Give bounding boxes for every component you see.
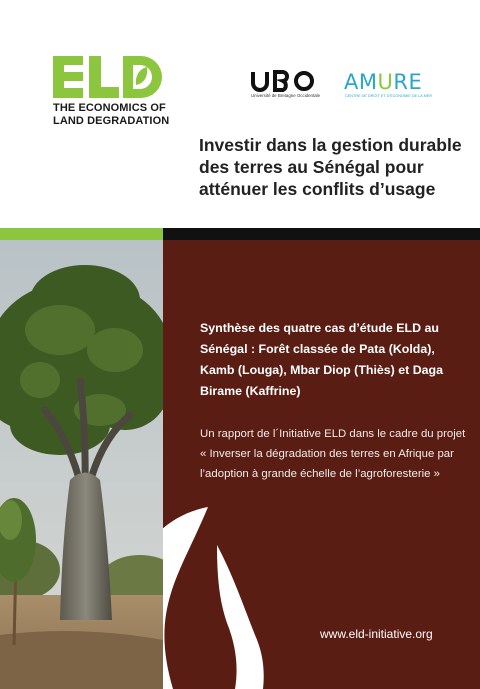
- ubo-subtitle: Université de Bretagne Occidentale: [251, 93, 321, 98]
- report-subtitle: Synthèse des quatre cas d’étude ELD au Sénégal : Forêt classée de Pata (Kolda), Kamb (Louga), Mbar Diop (Thiès) et Daga Birame (Kaffrine): [200, 321, 444, 398]
- website-link[interactable]: www.eld-initiative.org: [320, 627, 433, 641]
- ubo-logo: [250, 70, 320, 104]
- eld-tagline-line-1: THE ECONOMICS OF: [53, 102, 166, 114]
- sprout-leaf-icon: [163, 505, 273, 689]
- green-accent-bar: [0, 228, 163, 240]
- ubo-mark-logo: [250, 70, 316, 92]
- amure-logo: [344, 70, 444, 104]
- eld-tagline: [53, 102, 193, 128]
- brown-content-panel: [163, 240, 480, 689]
- report-title: Investir dans la gestion durable des terres au Sénégal pour atténuer les conflits d’usage: [199, 135, 462, 199]
- amure-subtitle: CENTRE DE DROIT ET D'ÉCONOMIE DE LA MER: [345, 94, 433, 98]
- eld-letters-logo: [53, 56, 165, 98]
- eld-logo: [53, 56, 193, 131]
- dark-accent-bar: [163, 228, 480, 240]
- baobab-tree-photo: [0, 240, 163, 689]
- cover-header: [0, 0, 480, 228]
- amure-wordmark: AMURE: [344, 70, 423, 94]
- eld-tagline-line-2: LAND DEGRADATION: [53, 115, 170, 127]
- report-description: Un rapport de l´Initiative ELD dans le cadre du projet « Inverser la dégradation des terres en Afrique par l’adoption à grande échelle de l’agroforesterie »: [200, 428, 466, 480]
